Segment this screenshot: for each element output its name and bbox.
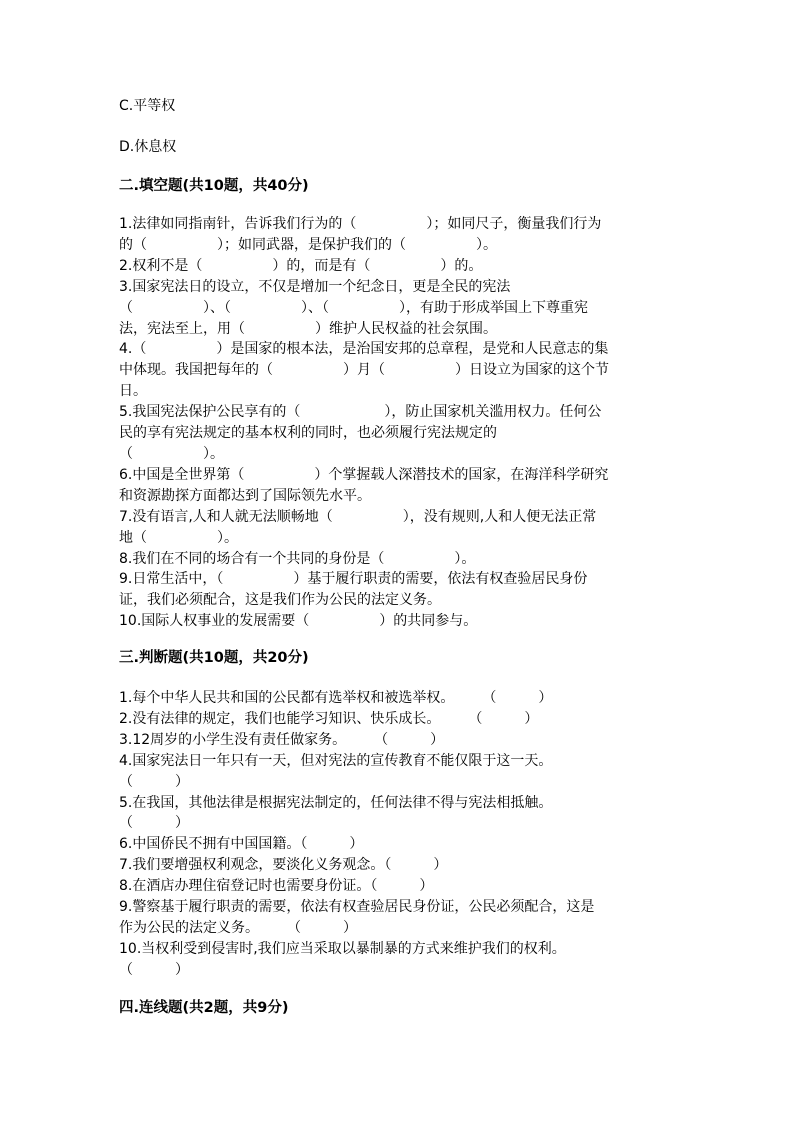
question-line: （ ）。 <box>119 445 224 462</box>
option-d: D.休息权 <box>119 139 177 155</box>
section-title-true-false: 三.判断题(共10题，共20分) <box>119 650 309 666</box>
question-line: 10.国际人权事业的发展需要（ ）的共同参与。 <box>119 613 478 630</box>
true-false-questions <box>119 688 679 981</box>
option-c: C.平等权 <box>119 98 176 114</box>
question-line: 7.没有语言,人和人就无法顺畅地（ ），没有规则,人和人便无法正常 <box>119 508 597 525</box>
question-line: （ ） <box>119 773 189 790</box>
fill-blank-questions <box>119 214 679 632</box>
question-line: 5.我国宪法保护公民享有的（ ），防止国家机关滥用权力。任何公 <box>119 404 602 421</box>
question-line: 1.每个中华人民共和国的公民都有选举权和被选举权。 （ ） <box>119 690 553 706</box>
question-line: （ ） <box>119 815 189 832</box>
question-line: 3.12周岁的小学生没有责任做家务。 （ ） <box>119 731 445 748</box>
question-line: 9.日常生活中，（ ）基于履行职责的需要，依法有权查验居民身份 <box>119 571 588 588</box>
question-line: 9.警察基于履行职责的需要，依法有权查验居民身份证，公民必须配合，这是 <box>119 899 595 916</box>
question-line: 8.在酒店办理住宿登记时也需要身份证。（ ） <box>119 878 434 895</box>
question-line: 的（ ）；如同武器，是保护我们的（ ）。 <box>119 236 497 253</box>
question-line: 日。 <box>119 383 147 400</box>
question-line: 中体现。我国把每年的（ ）月（ ）日设立为国家的这个节 <box>119 362 609 379</box>
question-line: 1.法律如同指南针，告诉我们行为的（ ）；如同尺子，衡量我们行为 <box>119 216 602 232</box>
question-line: 法，宪法至上，用（ ）维护人民权益的社会氛围。 <box>119 320 497 337</box>
question-line: 6.中国侨民不拥有中国国籍。（ ） <box>119 836 364 853</box>
section-title-fill-blank: 二.填空题(共10题，共40分) <box>119 178 309 194</box>
question-line: 民的享有宪法规定的基本权利的同时，也必须履行宪法规定的 <box>119 425 497 442</box>
question-line: 5.在我国，其他法律是根据宪法制定的，任何法律不得与宪法相抵触。 <box>119 794 553 811</box>
question-line: （ ） <box>119 961 189 978</box>
question-line: （ ）、（ ）、（ ），有助于形成举国上下尊重宪 <box>119 299 588 316</box>
question-line: 4.国家宪法日一年只有一天，但对宪法的宣传教育不能仅限于这一天。 <box>119 752 553 769</box>
question-line: 8.我们在不同的场合有一个共同的身份是（ ）。 <box>119 550 476 567</box>
section-title-matching: 四.连线题(共2题，共9分) <box>119 1000 289 1016</box>
question-line: 3.国家宪法日的设立，不仅是增加一个纪念日，更是全民的宪法 <box>119 278 511 295</box>
question-line: 4.（ ）是国家的根本法，是治国安邦的总章程，是党和人民意志的集 <box>119 341 609 358</box>
question-line: 6.中国是全世界第（ ）个掌握载人深潜技术的国家，在海洋科学研究 <box>119 466 609 483</box>
question-line: 作为公民的法定义务。 （ ） <box>119 919 357 936</box>
question-line: 2.权利不是（ ）的，而是有（ ）的。 <box>119 257 483 274</box>
question-line: 10.当权利受到侵害时,我们应当采取以暴制暴的方式来维护我们的权利。 <box>119 940 566 957</box>
question-line: 和资源勘探方面都达到了国际领先水平。 <box>119 487 371 504</box>
question-line: 7.我们要增强权利观念，要淡化义务观念。（ ） <box>119 857 448 874</box>
question-line: 证，我们必须配合，这是我们作为公民的法定义务。 <box>119 592 441 609</box>
question-line: 地（ ）。 <box>119 529 238 546</box>
question-line: 2.没有法律的规定，我们也能学习知识、快乐成长。 （ ） <box>119 710 539 727</box>
